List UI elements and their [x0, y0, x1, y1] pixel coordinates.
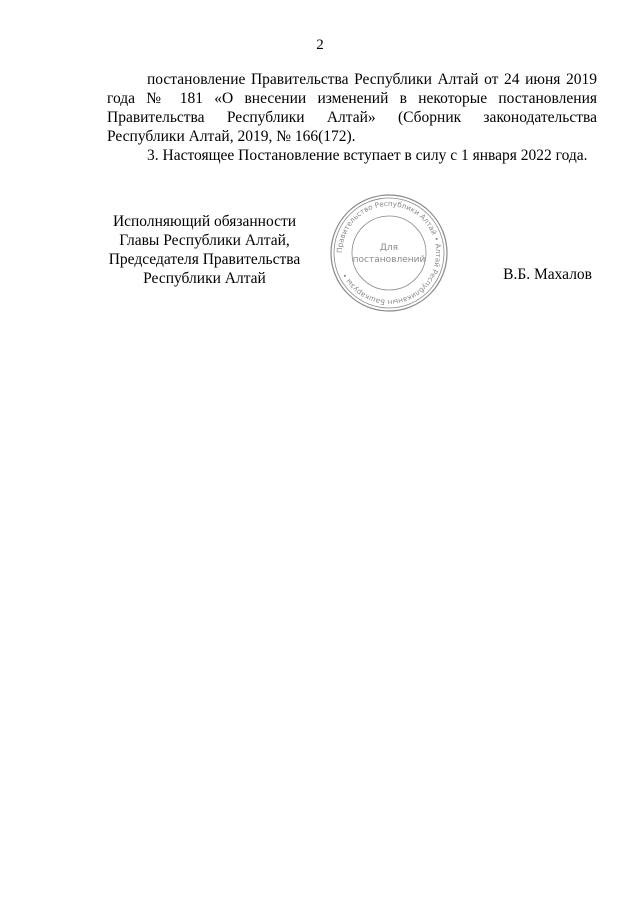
signatory-title-line-4: Республики Алтай [143, 270, 266, 287]
signer-name: В.Б. Махалов [503, 266, 592, 283]
seal-center-line-2: постановлений [352, 255, 426, 265]
document-body [107, 70, 597, 165]
page-number: 2 [316, 37, 324, 53]
official-seal [328, 192, 450, 314]
signatory-title-line-2: Главы Республики Алтай, [119, 232, 290, 249]
seal-center-line-1: Для [379, 243, 399, 253]
seal-graphic [328, 192, 450, 314]
signatory-title-line-1: Исполняющий обязанности [112, 213, 297, 230]
signatory-title [107, 212, 302, 288]
paragraph-continuation: постановление Правительства Республики Алтай от 24 июня 2019 года № 181 «О внесении изменений в некоторые постановления Правительства Республики Алтай» (Сборник законодательства Республики Алтай, 2019, № 166(172). [107, 71, 597, 145]
paragraph-effective-date: 3. Настоящее Постановление вступает в силу с 1 января 2022 года. [147, 147, 588, 164]
signatory-title-line-3: Председателя Правительства [108, 251, 301, 268]
seal-outer-ring [331, 195, 447, 311]
seal-inner-ring [352, 216, 426, 290]
seal-outer-inner-ring [334, 198, 444, 308]
seal-ring-text: Правительство Республики Алтай • Алтай Республиканын Башкарузы • [334, 198, 444, 308]
